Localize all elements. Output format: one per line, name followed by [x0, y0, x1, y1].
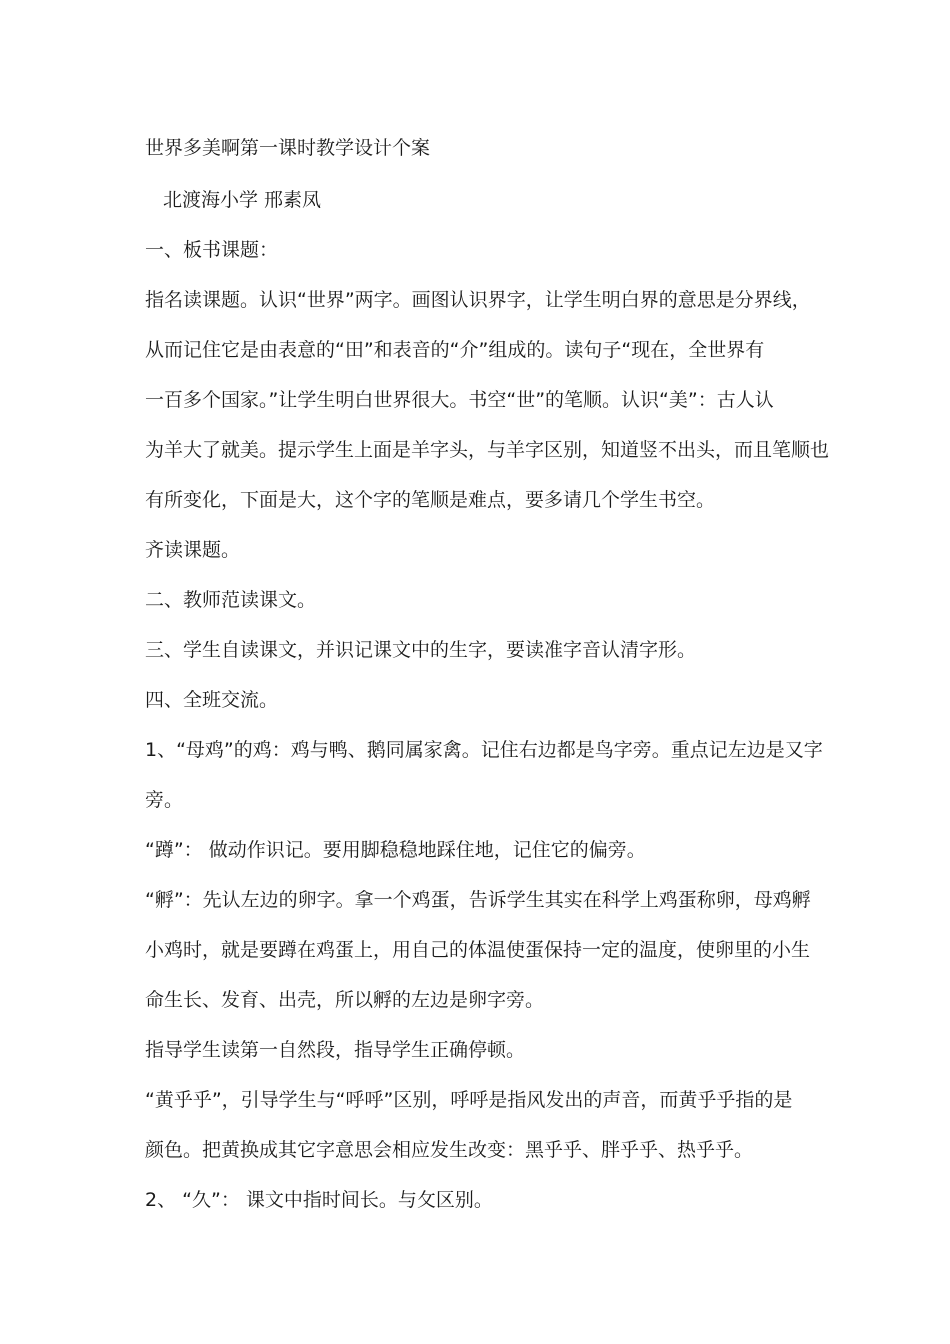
- text-line: 齐读课题。: [145, 539, 241, 561]
- text-line: 一、板书课题：: [145, 239, 279, 261]
- text-line: 为羊大了就美。提示学生上面是羊字头，与羊字区别，知道竖不出头，而且笔顺也: [145, 439, 830, 461]
- text-line: 命生长、发育、出壳，所以孵的左边是卵字旁。: [145, 989, 545, 1011]
- document-author: 北渡海小学 邢素凤: [163, 189, 322, 211]
- text-line: “蹲”： 做动作识记。要用脚稳稳地踩住地，记住它的偏旁。: [145, 839, 646, 861]
- text-line: 二、教师范读课文。: [145, 589, 317, 611]
- text-line: “黄乎乎”，引导学生与“呼呼”区别，呼呼是指风发出的声音，而黄乎乎指的是: [145, 1089, 793, 1111]
- text-line: 1、“母鸡”的鸡：鸡与鸭、鹅同属家禽。记住右边都是鸟字旁。重点记左边是又字: [145, 739, 823, 761]
- text-line: 指名读课题。认识“世界”两字。画图认识界字，让学生明白界的意思是分界线，: [145, 289, 811, 311]
- text-line: 小鸡时，就是要蹲在鸡蛋上，用自己的体温使蛋保持一定的温度，使卵里的小生: [145, 939, 811, 961]
- text-line: 2、 “久”： 课文中指时间长。与攵区别。: [145, 1189, 493, 1211]
- text-line: 指导学生读第一自然段，指导学生正确停顿。: [145, 1039, 526, 1061]
- text-line: 一百多个国家。”让学生明白世界很大。书空“世”的笔顺。认识“美”：古人认: [145, 389, 774, 411]
- document-title: 世界多美啊第一课时教学设计个案: [145, 137, 431, 159]
- text-line: 三、学生自读课文，并识记课文中的生字，要读准字音认清字形。: [145, 639, 697, 661]
- text-line: “孵”：先认左边的卵字。拿一个鸡蛋，告诉学生其实在科学上鸡蛋称卵，母鸡孵: [145, 889, 811, 911]
- document-body: [145, 136, 830, 1213]
- text-line: 旁。: [145, 789, 184, 811]
- text-line: 有所变化，下面是大，这个字的笔顺是难点，要多请几个学生书空。: [145, 489, 716, 511]
- text-line: 颜色。把黄换成其它字意思会相应发生改变：黑乎乎、胖乎乎、热乎乎。: [145, 1139, 754, 1161]
- text-line: 四、全班交流。: [145, 689, 279, 711]
- text-line: 从而记住它是由表意的“田”和表音的“介”组成的。读句子“现在，全世界有: [145, 339, 765, 361]
